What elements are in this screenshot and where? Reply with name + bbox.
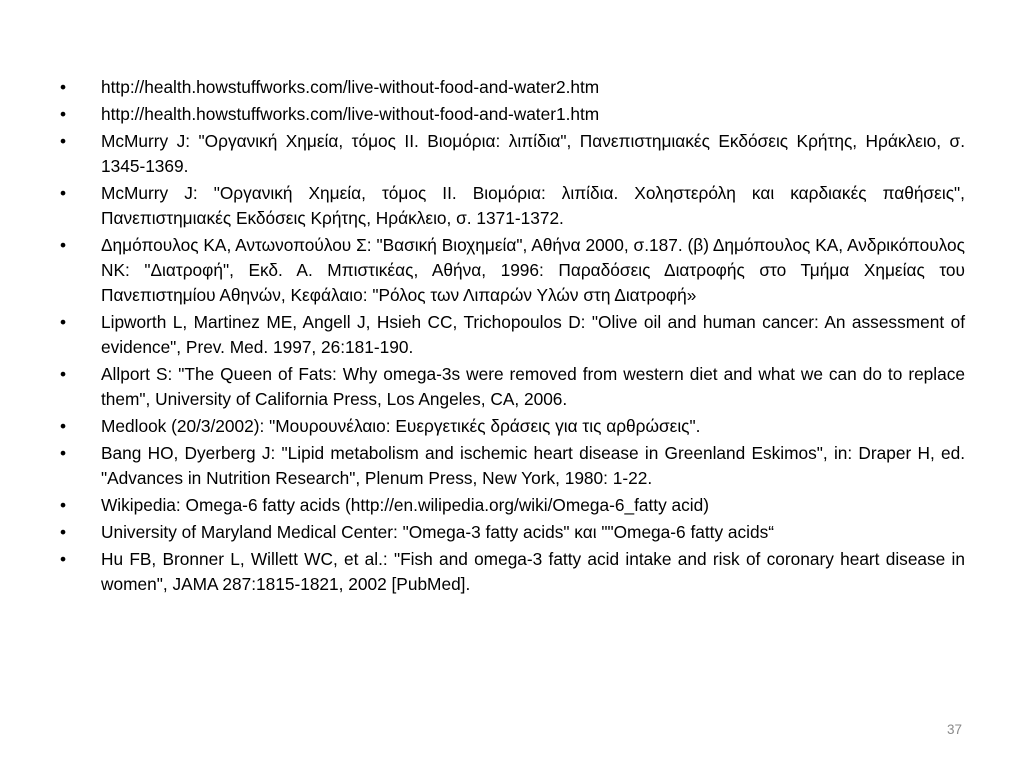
- reference-item: [60, 102, 965, 127]
- reference-item: [60, 233, 965, 308]
- bullet-icon: •: [60, 443, 67, 463]
- bullet-icon: •: [60, 183, 67, 203]
- reference-text: Allport S: "The Queen of Fats: Why omega-3s were removed from western diet and what we can do to replace them", University of California Press, Los Angeles, CA, 2006.: [101, 364, 965, 409]
- bullet-icon: •: [60, 495, 67, 515]
- reference-text: Δημόπουλος ΚΑ, Αντωνοπούλου Σ: "Βασική Βιοχημεία", Αθήνα 2000, σ.187. (β) Δημόπουλος ΚΑ, Ανδρικόπουλος ΝΚ: "Διατροφή", Εκδ. Α. Μπιστικέας, Αθήνα, 1996: Παραδόσεις Διατροφής στο Τμήμα Χημείας του Πανεπιστημίου Αθηνών, Κεφάλαιο: "Ρόλος των Λιπαρών Υλών στη Διατροφή»: [101, 235, 965, 305]
- reference-text: http://health.howstuffworks.com/live-without-food-and-water1.htm: [101, 104, 600, 124]
- reference-item: [60, 362, 965, 412]
- page-number: 37: [946, 722, 962, 737]
- reference-list: [60, 75, 965, 599]
- reference-item: [60, 310, 965, 360]
- bullet-icon: •: [60, 131, 67, 151]
- reference-text: Bang HO, Dyerberg J: "Lipid metabolism and ischemic heart disease in Greenland Eskimos", in: Draper H, ed. "Advances in Nutrition Research", Plenum Press, New York, 1980: 1-22.: [101, 443, 965, 488]
- reference-text: Wikipedia: Omega-6 fatty acids (http://en.wilipedia.org/wiki/Omega-6_fatty acid): [101, 495, 709, 515]
- reference-text: McMurry J: "Οργανική Χημεία, τόμος ΙΙ. Βιομόρια: λιπίδια", Πανεπιστημιακές Εκδόσεις Κρήτης, Ηράκλειο, σ. 1345-1369.: [101, 131, 965, 176]
- reference-item: [60, 75, 965, 100]
- reference-text: McMurry J: "Οργανική Χημεία, τόμος ΙΙ. Βιομόρια: λιπίδια. Χοληστερόλη και καρδιακές παθήσεις", Πανεπιστημιακές Εκδόσεις Κρήτης, Ηράκλειο, σ. 1371-1372.: [101, 183, 965, 228]
- reference-text: Lipworth L, Martinez ME, Angell J, Hsieh CC, Trichopoulos D: "Olive oil and human cancer: An assessment of evidence", Prev. Med. 1997, 26:181-190.: [101, 312, 965, 357]
- reference-item: [60, 181, 965, 231]
- bullet-icon: •: [60, 522, 67, 542]
- bullet-icon: •: [60, 235, 67, 255]
- bullet-icon: •: [60, 77, 67, 97]
- bullet-icon: •: [60, 364, 67, 384]
- reference-item: [60, 414, 965, 439]
- reference-text: http://health.howstuffworks.com/live-without-food-and-water2.htm: [101, 77, 600, 97]
- bullet-icon: •: [60, 549, 67, 569]
- reference-item: [60, 129, 965, 179]
- reference-item: [60, 547, 965, 597]
- bullet-icon: •: [60, 312, 67, 332]
- bullet-icon: •: [60, 104, 67, 124]
- reference-text: University of Maryland Medical Center: "Omega-3 fatty acids" και ""Omega-6 fatty acids“: [101, 522, 774, 542]
- reference-text: Hu FB, Bronner L, Willett WC, et al.: "Fish and omega-3 fatty acid intake and risk of coronary heart disease in women", JAMA 287:1815-1821, 2002 [PubMed].: [101, 549, 965, 594]
- reference-item: [60, 493, 965, 518]
- reference-text: Medlook (20/3/2002): "Μουρουνέλαιο: Ευεργετικές δράσεις για τις αρθρώσεις".: [101, 416, 701, 436]
- reference-item: [60, 520, 965, 545]
- bullet-icon: •: [60, 416, 67, 436]
- reference-item: [60, 441, 965, 491]
